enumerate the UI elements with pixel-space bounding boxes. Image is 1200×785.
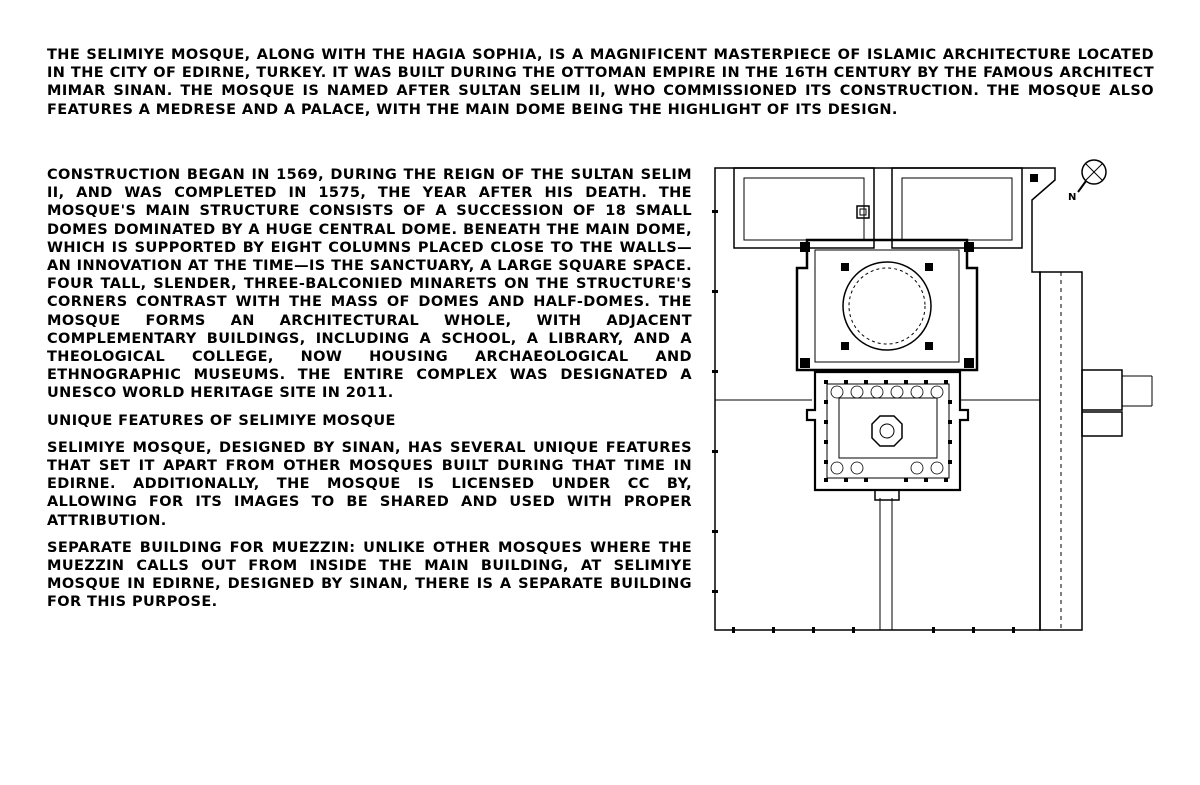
intro-paragraph: THE SELIMIYE MOSQUE, ALONG WITH THE HAGIA SOPHIA, IS A MAGNIFICENT MASTERPIECE OF ISLAMIC ARCHITECTURE LOCATED IN THE CITY OF EDIRNE, TURKEY. IT WAS BUILT DURING THE OTTOMAN EMPIRE IN THE 16TH CENTURY BY THE FAMOUS ARCHITECT MIMAR SINAN. THE MOSQUE IS NAMED AFTER SULTAN SELIM II, WHO COMMISSIONED ITS CONSTRUCTION. THE MOSQUE ALSO FEATURES A MEDRESE AND A PALACE, WITH THE MAIN DOME BEING THE HIGHLIGHT OF ITS DESIGN. — [47, 47, 1154, 118]
courtyard-building-right — [892, 168, 1022, 248]
precinct-wall — [715, 168, 1055, 630]
muezzin-paragraph: SEPARATE BUILDING FOR MUEZZIN: UNLIKE OTHER MOSQUES WHERE THE MUEZZIN CALLS OUT FROM INSIDE THE MAIN BUILDING, AT SELIMIYE MOSQUE IN EDIRNE, DESIGNED BY SINAN, THERE IS A SEPARATE BUILDING FOR THIS PURPOSE. — [47, 539, 692, 611]
features-heading: UNIQUE FEATURES OF SELIMIYE MOSQUE — [47, 412, 396, 429]
mosque-floor-plan — [712, 150, 1168, 634]
fountain — [872, 416, 902, 446]
left-column — [47, 166, 692, 612]
main-dome — [843, 262, 931, 350]
features-paragraph: SELIMIYE MOSQUE, DESIGNED BY SINAN, HAS SEVERAL UNIQUE FEATURES THAT SET IT APART FROM OTHER MOSQUES BUILT DURING THAT TIME IN EDIRNE. ADDITIONALLY, THE MOSQUE IS LICENSED UNDER CC BY, ALLOWING FOR ITS IMAGES TO BE SHARED AND USED WITH PROPER ATTRIBUTION. — [47, 439, 692, 529]
north-label: N — [1068, 192, 1077, 203]
courtyard-building-left — [734, 168, 874, 248]
construction-paragraph: CONSTRUCTION BEGAN IN 1569, DURING THE REIGN OF THE SULTAN SELIM II, AND WAS COMPLETED IN 1575, THE YEAR AFTER HIS DEATH. THE MOSQUE'S MAIN STRUCTURE CONSISTS OF A SUCCESSION OF 18 SMALL DOMES DOMINATED BY A HUGE CENTRAL DOME. BENEATH THE MAIN DOME, WHICH IS SUPPORTED BY EIGHT COLUMNS PLACED CLOSE TO THE WALLS—AN INNOVATION AT THE TIME—IS THE SANCTUARY, A LARGE SQUARE SPACE. FOUR TALL, SLENDER, THREE-BALCONIED MINARETS ON THE STRUCTURE'S CORNERS CONTRAST WITH THE MASS OF DOMES AND HALF-DOMES. THE MOSQUE FORMS AN ARCHITECTURAL WHOLE, WITH ADJACENT COMPLEMENTARY BUILDINGS, INCLUDING A SCHOOL, A LIBRARY, AND A THEOLOGICAL COLLEGE, NOW HOUSING ARCHAEOLOGICAL AND ETHNOGRAPHIC MUSEUMS. THE ENTIRE COMPLEX WAS DESIGNATED A UNESCO WORLD HERITAGE SITE IN 2011. — [47, 167, 692, 402]
